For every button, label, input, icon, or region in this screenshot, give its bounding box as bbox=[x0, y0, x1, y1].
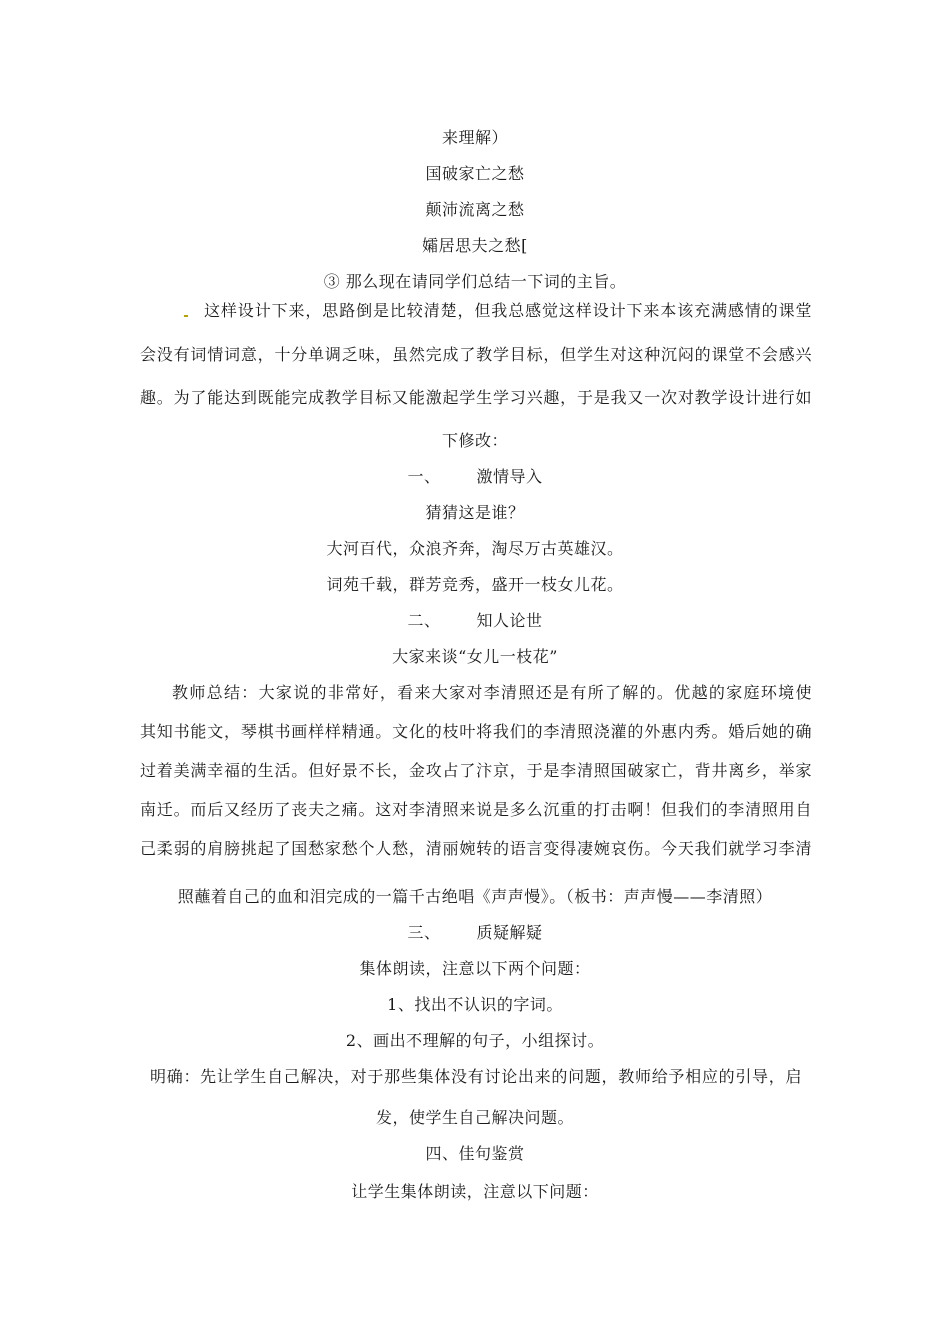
section-number: 三、 bbox=[407, 923, 441, 942]
sorrow-item: 颠沛流离之愁 bbox=[425, 200, 525, 219]
paragraph-line: 会没有词情词意，十分单调乏味，虽然完成了教学目标，但学生对这种沉闷的课堂不会感兴 bbox=[140, 345, 812, 364]
discussion-prompt: 大家来谈“女儿一枝花” bbox=[392, 647, 558, 666]
edit-mark bbox=[184, 315, 188, 317]
clarify-line: 明确：先让学生自己解决，对于那些集体没有讨论出来的问题，教师给予相应的引导，启 bbox=[150, 1067, 802, 1086]
section-number: 二、 bbox=[407, 611, 441, 630]
summary-line: 南迁。而后又经历了丧夫之痛。这对李清照来说是多么沉重的打击啊！但我们的李清照用自 bbox=[140, 800, 812, 819]
text-line: 来理解） bbox=[441, 128, 508, 147]
summary-line: 过着美满幸福的生活。但好景不长，金攻占了汴京，于是李清照国破家亡，背井离乡，举家 bbox=[140, 761, 812, 780]
question-item: 2、画出不理解的句子，小组探讨。 bbox=[345, 1031, 605, 1050]
section-heading bbox=[0, 922, 950, 944]
instruction-line: 让学生集体朗读，注意以下问题： bbox=[351, 1182, 599, 1201]
summary-line: 照蘸着自己的血和泪完成的一篇千古绝唱《声声慢》。（板书：声声慢——李清照） bbox=[177, 887, 773, 906]
paragraph-line: 下修改： bbox=[441, 431, 508, 450]
couplet-line: 大河百代，众浪齐奔，淘尽万古英雄汉。 bbox=[326, 539, 624, 558]
section-title: 质疑解疑 bbox=[476, 923, 543, 942]
paragraph-line: 这样设计下来，思路倒是比较清楚，但我总感觉这样设计下来本该充满感情的课堂 bbox=[204, 301, 812, 320]
section-heading bbox=[0, 610, 950, 632]
instruction-line: 集体朗读，注意以下两个问题： bbox=[359, 959, 591, 978]
section-title: 知人论世 bbox=[476, 611, 543, 630]
sorrow-item: 国破家亡之愁 bbox=[425, 164, 525, 183]
couplet-line: 词苑千载，群芳竞秀，盛开一枝女儿花。 bbox=[326, 575, 624, 594]
section-heading bbox=[0, 466, 950, 488]
summary-line: 己柔弱的肩膀挑起了国愁家愁个人愁，清丽婉转的语言变得凄婉哀伤。今天我们就学习李清 bbox=[140, 839, 812, 858]
sorrow-item: 孀居思夫之愁[ bbox=[422, 236, 528, 255]
summary-question: ③ 那么现在请同学们总结一下词的主旨。 bbox=[323, 272, 627, 291]
clarify-line: 发，使学生自己解决问题。 bbox=[375, 1108, 574, 1127]
section-heading: 四、佳句鉴赏 bbox=[425, 1144, 525, 1163]
summary-line: 教师总结：大家说的非常好，看来大家对李清照还是有所了解的。优越的家庭环境使 bbox=[172, 683, 812, 702]
summary-line: 其知书能文，琴棋书画样样精通。文化的枝叶将我们的李清照浇灌的外惠内秀。婚后她的确 bbox=[140, 722, 812, 741]
section-number: 一、 bbox=[407, 467, 441, 486]
paragraph-line: 趣。为了能达到既能完成教学目标又能激起学生学习兴趣，于是我又一次对教学设计进行如 bbox=[140, 388, 812, 407]
question-item: 1、找出不认识的字词。 bbox=[387, 995, 563, 1014]
section-title: 激情导入 bbox=[476, 467, 543, 486]
riddle-question: 猜猜这是谁？ bbox=[425, 503, 525, 522]
